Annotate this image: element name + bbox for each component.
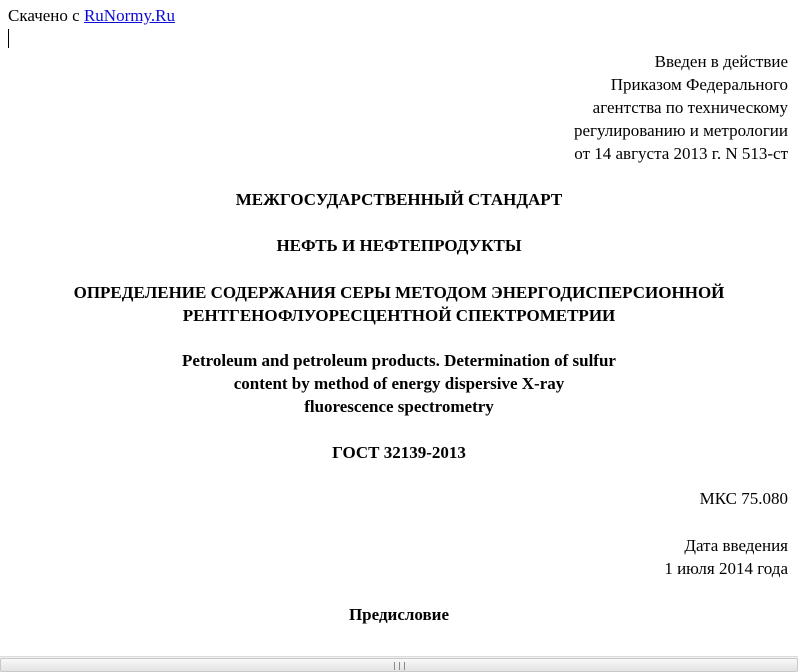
russian-title-line: РЕНТГЕНОФЛУОРЕСЦЕНТНОЙ СПЕКТРОМЕТРИИ: [182, 306, 616, 325]
english-title-line: fluorescence spectrometry: [304, 397, 494, 416]
enactment-line: от 14 августа 2013 г. N 513-ст: [574, 144, 788, 163]
source-line: [8, 5, 175, 27]
enactment-line: регулированию и метрологии: [573, 121, 788, 140]
enactment-line: Приказом Федерального: [610, 75, 788, 94]
subject-heading: НЕФТЬ И НЕФТЕПРОДУКТЫ: [276, 236, 522, 255]
text-caret: [8, 29, 9, 48]
introduction-date-label: Дата введения: [684, 536, 788, 555]
introduction-date-value: 1 июля 2014 года: [664, 559, 788, 578]
standard-type-heading: МЕЖГОСУДАРСТВЕННЫЙ СТАНДАРТ: [235, 190, 563, 209]
russian-title: [0, 281, 798, 327]
english-title: [0, 349, 798, 418]
english-title-line: content by method of energy dispersive X-ray: [233, 374, 565, 393]
introduction-date: [664, 534, 788, 580]
enactment-block: [574, 50, 788, 165]
mks-code: МКС 75.080: [699, 489, 788, 508]
english-title-line: Petroleum and petroleum products. Determination of sulfur: [182, 351, 616, 370]
enactment-line: Введен в действие: [654, 52, 788, 71]
runormy-link[interactable]: RuNormy.Ru: [83, 6, 175, 25]
enactment-line: агентства по техническому: [592, 98, 788, 117]
scrollbar-grip-icon: [394, 662, 405, 670]
russian-title-line: ОПРЕДЕЛЕНИЕ СОДЕРЖАНИЯ СЕРЫ МЕТОДОМ ЭНЕРГОДИСПЕРСИОННОЙ: [73, 283, 725, 302]
horizontal-scrollbar[interactable]: [0, 656, 798, 672]
foreword-heading: Предисловие: [348, 605, 450, 624]
scrollbar-thumb[interactable]: [0, 658, 798, 672]
gost-code: ГОСТ 32139-2013: [332, 443, 466, 462]
downloaded-prefix: Скачено с: [8, 6, 80, 25]
